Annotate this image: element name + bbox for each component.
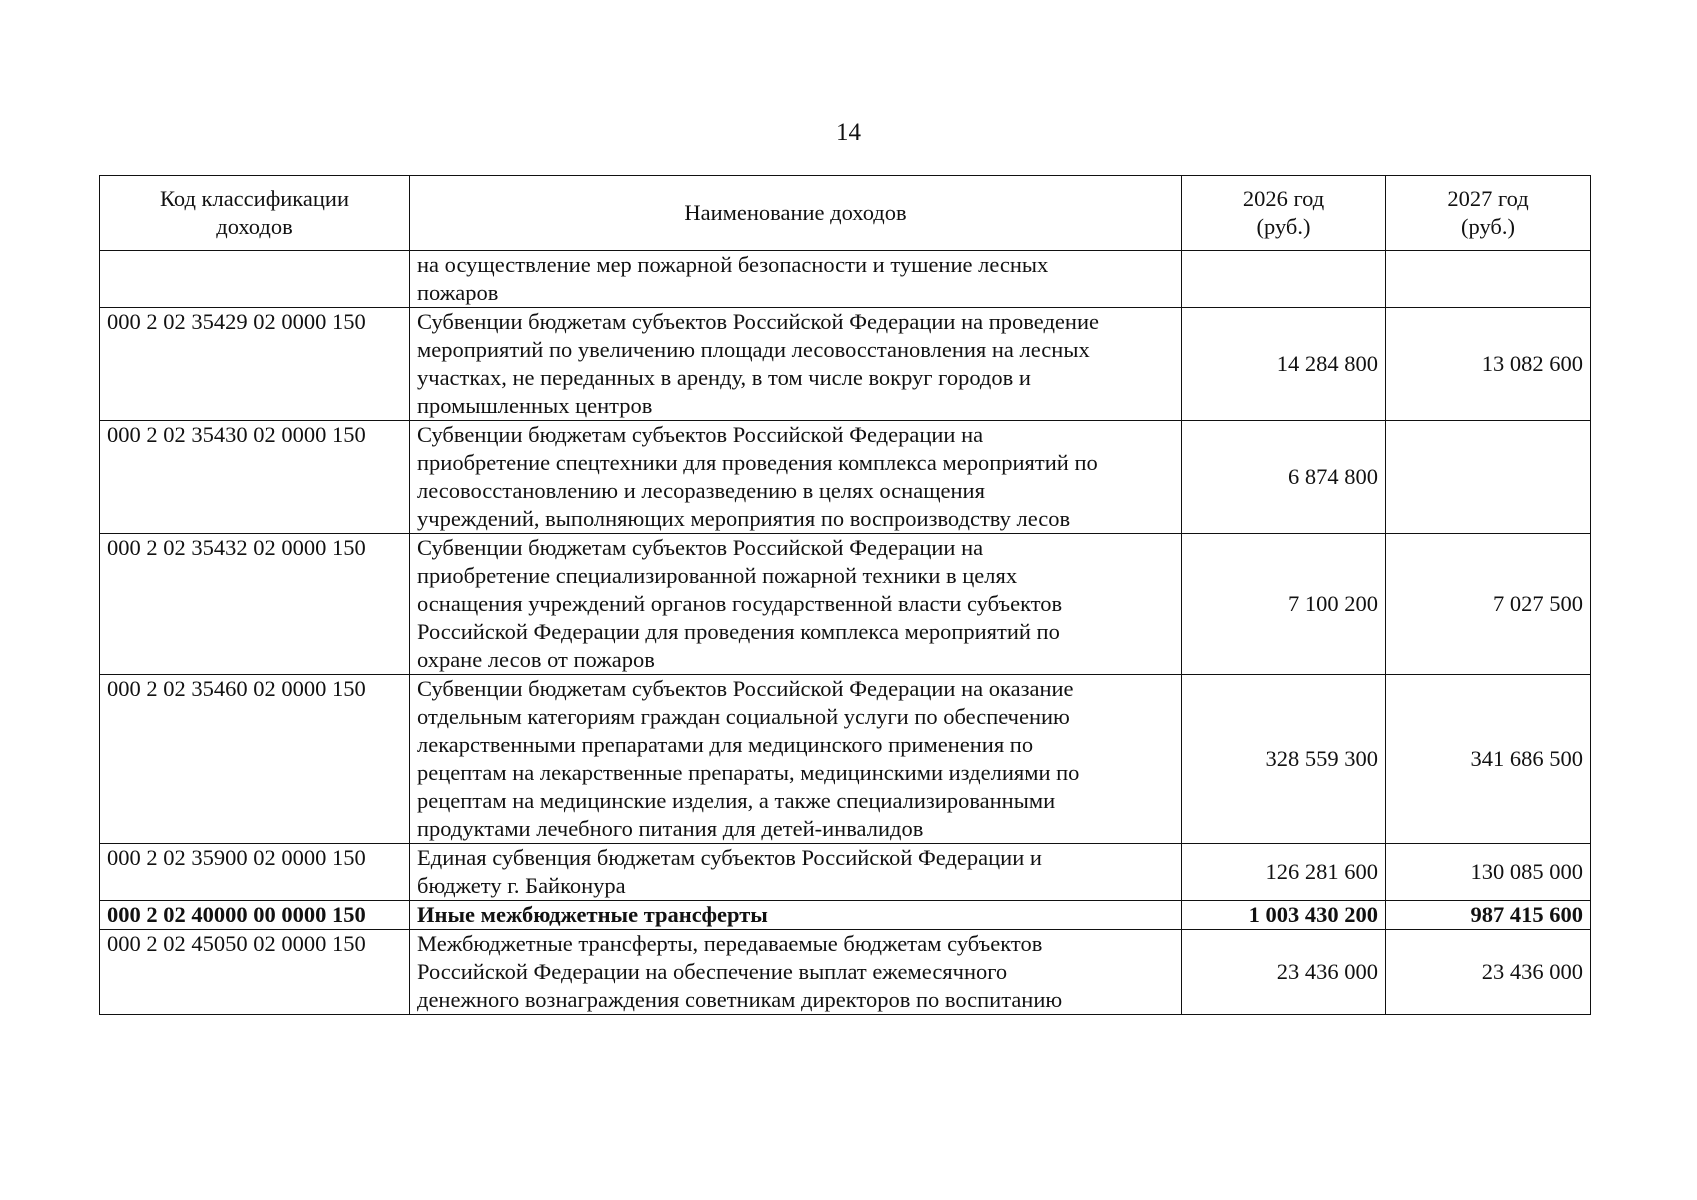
revenue-name-cell: [410, 251, 1182, 308]
table-row: [100, 844, 1591, 901]
revenue-name-cell: [410, 308, 1182, 421]
amount-2026-cell: 1 003 430 200: [1182, 901, 1386, 930]
header-code-line: доходов: [216, 214, 293, 239]
amount-2027-cell: 23 436 000: [1386, 930, 1591, 1015]
revenue-name-cell: [410, 844, 1182, 901]
revenue-name-line: приобретение спецтехники для проведения комплекса мероприятий по: [417, 450, 1098, 475]
revenue-name-line: Субвенции бюджетам субъектов Российской Федерации на: [417, 535, 984, 560]
revenue-name-line: рецептам на лекарственные препараты, медицинскими изделиями по: [417, 760, 1080, 785]
page-number: 14: [836, 119, 861, 146]
amount-2027-cell: 341 686 500: [1386, 675, 1591, 844]
revenue-name-line: денежного вознаграждения советникам директоров по воспитанию: [417, 987, 1063, 1012]
table-header-row: [100, 176, 1591, 251]
header-2026: [1182, 176, 1386, 251]
header-2026-line: 2026 год: [1242, 186, 1325, 211]
table-row: [100, 675, 1591, 844]
revenue-name-cell: [410, 421, 1182, 534]
amount-2027-cell: [1386, 251, 1591, 308]
table-row: [100, 901, 1591, 930]
revenue-name-line: оснащения учреждений органов государственной власти субъектов: [417, 591, 1063, 616]
revenue-name-line: бюджету г. Байконура: [417, 873, 626, 898]
revenue-name-line: на осуществление мер пожарной безопасности и тушение лесных: [417, 252, 1049, 277]
table-row: [100, 534, 1591, 675]
revenue-name-line: Межбюджетные трансферты, передаваемые бюджетам субъектов: [417, 931, 1043, 956]
revenue-name-line: Субвенции бюджетам субъектов Российской Федерации на оказание: [417, 676, 1074, 701]
classification-code-cell: 000 2 02 35460 02 0000 150: [100, 675, 410, 844]
revenue-name-line: участках, не переданных в аренду, в том числе вокруг городов и: [417, 365, 1031, 390]
amount-2026-cell: 6 874 800: [1182, 421, 1386, 534]
table-row: [100, 421, 1591, 534]
header-code: [100, 176, 410, 251]
revenue-name-cell: [410, 534, 1182, 675]
amount-2026-cell: 328 559 300: [1182, 675, 1386, 844]
classification-code-cell: 000 2 02 45050 02 0000 150: [100, 930, 410, 1015]
revenue-name-cell: [410, 930, 1182, 1015]
revenue-name-line: продуктами лечебного питания для детей-инвалидов: [417, 816, 924, 841]
revenue-name-line: Единая субвенция бюджетам субъектов Российской Федерации и: [417, 845, 1042, 870]
amount-2026-cell: 7 100 200: [1182, 534, 1386, 675]
revenue-table: [99, 175, 1591, 1015]
revenue-name-line: отдельным категориям граждан социальной услуги по обеспечению: [417, 704, 1070, 729]
revenue-name-line: мероприятий по увеличению площади лесовосстановления на лесных: [417, 337, 1090, 362]
table-row: [100, 308, 1591, 421]
amount-2026-cell: 126 281 600: [1182, 844, 1386, 901]
header-2027-line: 2027 год: [1447, 186, 1529, 211]
revenue-name-line: лесовосстановлению и лесоразведению в целях оснащения: [417, 478, 985, 503]
classification-code-cell: 000 2 02 40000 00 0000 150: [100, 901, 410, 930]
table-row: [100, 930, 1591, 1015]
amount-2027-cell: 7 027 500: [1386, 534, 1591, 675]
revenue-name-cell: [410, 675, 1182, 844]
revenue-name-line: пожаров: [417, 280, 499, 305]
revenue-name-line: охране лесов от пожаров: [417, 647, 655, 672]
classification-code-cell: 000 2 02 35432 02 0000 150: [100, 534, 410, 675]
header-code-line: Код классификации: [159, 186, 350, 211]
amount-2027-cell: 987 415 600: [1386, 901, 1591, 930]
header-2027: [1386, 176, 1591, 251]
amount-2027-cell: 130 085 000: [1386, 844, 1591, 901]
revenue-name-cell: [410, 901, 1182, 930]
classification-code-cell: [100, 251, 410, 308]
header-2026-line: (руб.): [1256, 214, 1311, 239]
revenue-name-line: Российской Федерации для проведения комплекса мероприятий по: [417, 619, 1060, 644]
classification-code-cell: 000 2 02 35429 02 0000 150: [100, 308, 410, 421]
revenue-name-line: учреждений, выполняющих мероприятия по воспроизводству лесов: [417, 506, 1071, 531]
revenue-name-line: Российской Федерации на обеспечение выплат ежемесячного: [417, 959, 1008, 984]
amount-2027-cell: [1386, 421, 1591, 534]
revenue-name-line: промышленных центров: [417, 393, 653, 418]
revenue-name-line: Субвенции бюджетам субъектов Российской Федерации на проведение: [417, 309, 1099, 334]
classification-code-cell: 000 2 02 35430 02 0000 150: [100, 421, 410, 534]
revenue-name-line: приобретение специализированной пожарной техники в целях: [417, 563, 1018, 588]
header-2027-line: (руб.): [1461, 214, 1515, 239]
amount-2026-cell: [1182, 251, 1386, 308]
classification-code-cell: 000 2 02 35900 02 0000 150: [100, 844, 410, 901]
revenue-name-line: Иные межбюджетные трансферты: [417, 902, 768, 927]
revenue-name-line: Субвенции бюджетам субъектов Российской Федерации на: [417, 422, 984, 447]
header-name: Наименование доходов: [410, 176, 1182, 251]
revenue-name-line: лекарственными препаратами для медицинского применения по: [417, 732, 1034, 757]
revenue-name-line: рецептам на медицинские изделия, а также специализированными: [417, 788, 1056, 813]
amount-2027-cell: 13 082 600: [1386, 308, 1591, 421]
table-row: [100, 251, 1591, 308]
amount-2026-cell: 14 284 800: [1182, 308, 1386, 421]
amount-2026-cell: 23 436 000: [1182, 930, 1386, 1015]
